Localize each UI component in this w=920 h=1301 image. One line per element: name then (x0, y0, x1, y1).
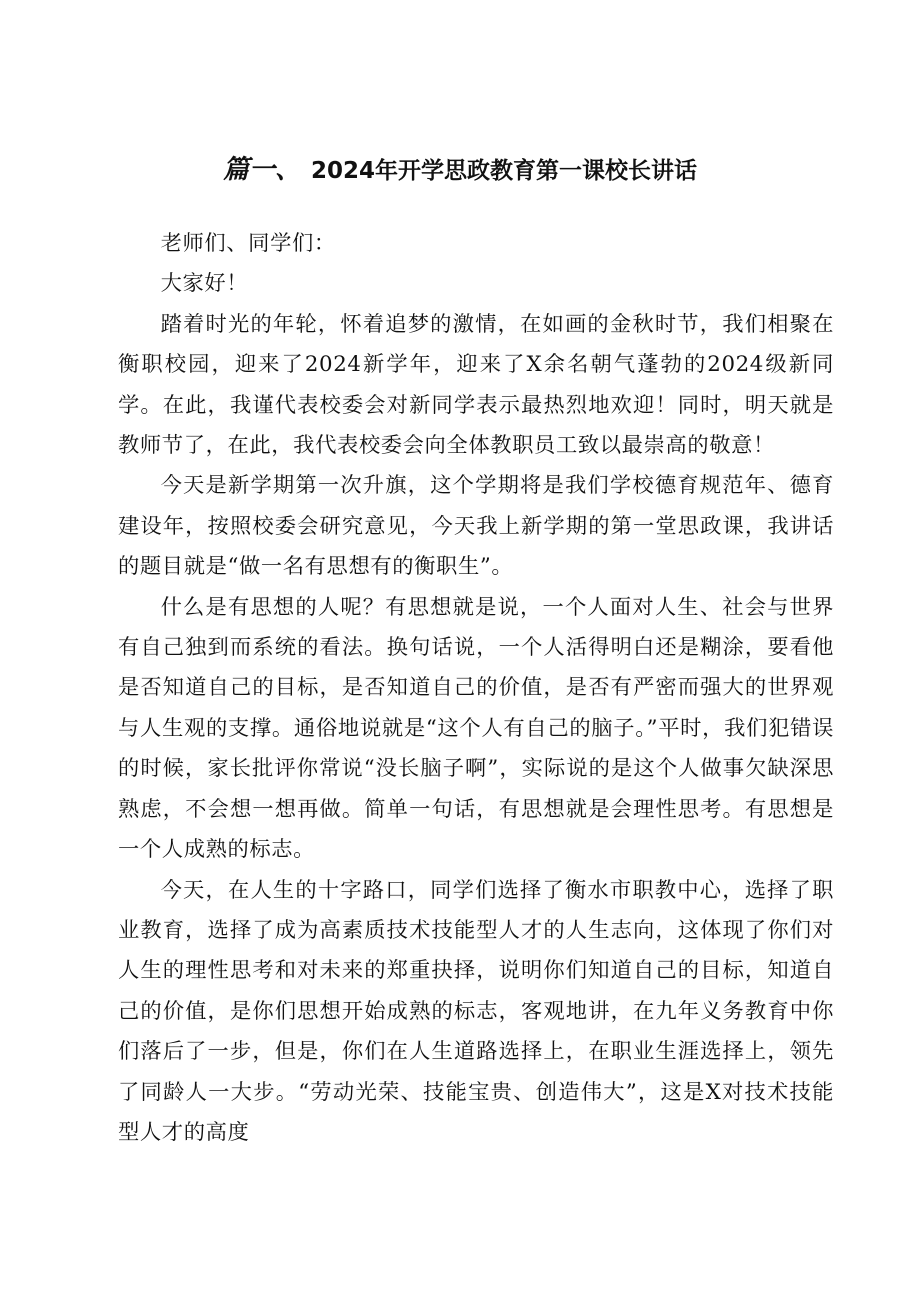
body-paragraph: 什么是有思想的人呢？有思想就是说，一个人面对人生、社会与世界有自己独到而系统的看法。换句话说，一个人活得明白还是糊涂，要看他是否知道自己的目标，是否知道自己的价值，是否有严密而强大的世界观与人生观的支撑。通俗地说就是“这个人有自己的脑子。”平时，我们犯错误的时候，家长批评你常说“没长脑子啊”，实际说的是这个人做事欠缺深思熟虑，不会想一想再做。简单一句话，有思想就是会理性思考。有思想是一个人成熟的标志。 (118, 594, 834, 863)
title-main: 2024年开学思政教育第一课校长讲话 (311, 158, 698, 184)
document-title (0, 150, 920, 191)
document-body (118, 224, 834, 1153)
title-prefix: 篇一、 (222, 155, 301, 185)
body-paragraph: 今天是新学期第一次升旗，这个学期将是我们学校德育规范年、德育建设年，按照校委会研究意见，今天我上新学期的第一堂思政课，我讲话的题目就是“做一名有思想有的衡职生”。 (118, 473, 834, 580)
greeting: 大家好！ (160, 271, 249, 297)
body-paragraph: 今天，在人生的十字路口，同学们选择了衡水市职教中心，选择了职业教育，选择了成为高素质技术技能型人才的人生志向，这体现了你们对人生的理性思考和对未来的郑重抉择，说明你们知道自己的目标，知道自己的价值，是你们思想开始成熟的标志，客观地讲，在九年义务教育中你们落后了一步，但是，你们在人生道路选择上，在职业生涯选择上，领先了同龄人一大步。“劳动光荣、技能宝贵、创造伟大”，这是X对技术技能型人才的高度 (118, 877, 834, 1145)
body-paragraph: 踏着时光的年轮，怀着追梦的激情，在如画的金秋时节，我们相聚在衡职校园，迎来了2024新学年，迎来了X余名朝气蓬勃的2024级新同学。在此，我谨代表校委会对新同学表示最热烈地欢迎！同时，明天就是教师节了，在此，我代表校委会向全体教职员工致以最崇高的敬意！ (118, 311, 834, 459)
salutation: 老师们、同学们： (160, 231, 336, 256)
